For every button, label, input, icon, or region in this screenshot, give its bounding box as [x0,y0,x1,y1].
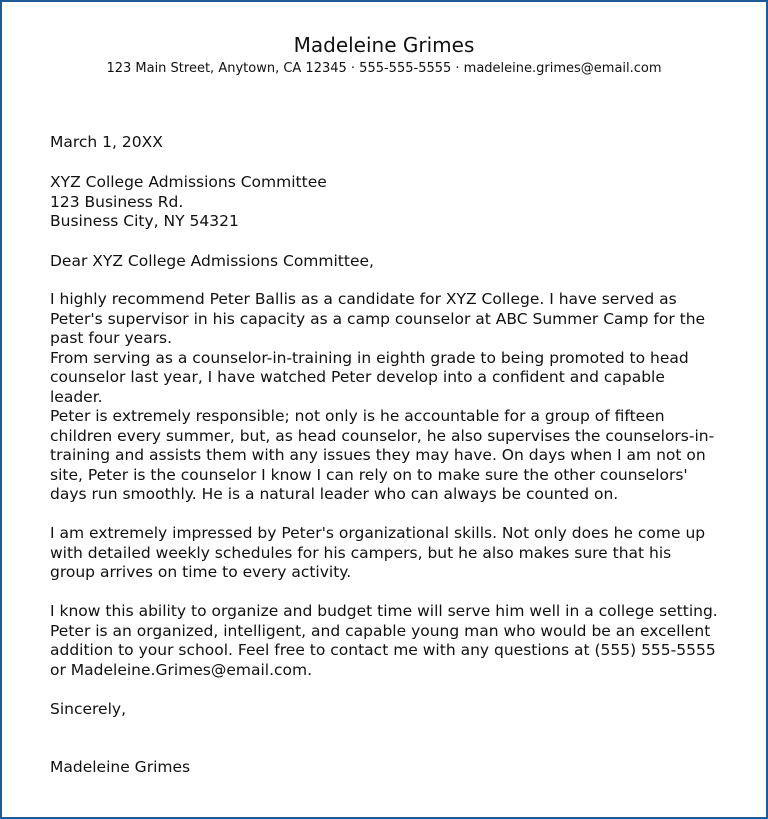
sender-contact: 123 Main Street, Anytown, CA 12345 · 555-555-5555 · madeleine.grimes@email.com [106,61,662,76]
paragraph-2: From serving as a counselor-in-training in eighth grade to being promoted to head counselor last year, I have watched Peter develop into a confident and capable leader. [50,348,689,406]
letter-date: March 1, 20XX [50,133,163,151]
paragraph-3: Peter is extremely responsible; not only is he accountable for a group of fifteen children every summer, but, as head counselor, he also supervises the counselors-in-training and assists them with any issues they may have. On days when I am not on site, Peter is the counselor I know I can rely on to make sure the other counselors' days run smoothly. He is a natural leader who can always be counted on. [50,407,715,503]
salutation: Dear XYZ College Admissions Committee, [50,252,374,270]
closing: Sincerely, [50,700,127,718]
recipient-address [50,173,720,232]
recipient-line: 123 Business Rd. [50,192,184,211]
recipient-line: Business City, NY 54321 [50,212,239,230]
paragraph-4: I am extremely impressed by Peter's organizational skills. Not only does he come up with detailed weekly schedules for his campers, but he also makes sure that his group arrives on time to every activity. [50,524,706,581]
letter-header [2,32,766,78]
paragraph-5: I know this ability to organize and budget time will serve him well in a college setting. Peter is an organized, intelligent, and capable young man who would be an excellent addition to your school. Feel free to contact me with any questions at (555) 555-5555 or Madeleine.Grimes@email.com. [50,602,718,679]
signature: Madeleine Grimes [50,758,191,776]
paragraph-1: I highly recommend Peter Ballis as a candidate for XYZ College. I have served as Peter's supervisor in his capacity as a camp counselor at ABC Summer Camp for the past four years. From serving as a counselor-in-training in eighth grade to being promoted to head counselor last year, I have watched Peter develop into a confident and capable leader. [50,290,720,407]
recipient-line: XYZ College Admissions Committee [50,173,327,191]
sender-name: Madeleine Grimes [293,33,475,57]
